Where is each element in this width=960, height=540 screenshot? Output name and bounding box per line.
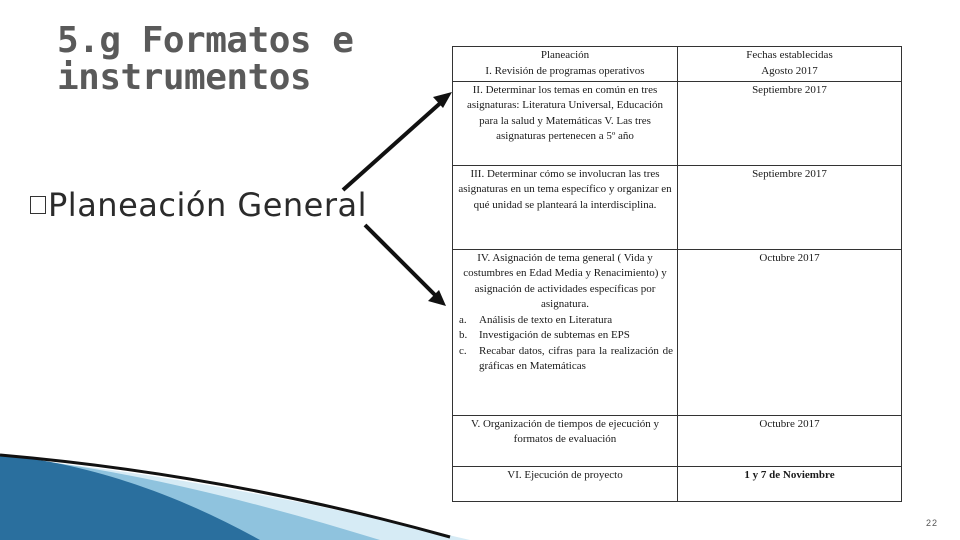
list-item: c. Recabar datos, cifras para la realización de gráficas en Matemáticas bbox=[459, 344, 673, 373]
planning-table bbox=[452, 46, 902, 502]
table-row bbox=[453, 165, 902, 249]
table-row bbox=[453, 249, 902, 415]
table-row bbox=[453, 467, 902, 502]
row-2-task: II. Determinar los temas en común en tres asignaturas: Literatura Universal, Educación para la salud y Matemáticas V. Las tres asignaturas pertenecen a 5º año bbox=[453, 81, 678, 165]
square-bullet-icon bbox=[30, 196, 46, 214]
slide-title: 5.g Formatos e instrumentos bbox=[57, 20, 354, 98]
row-3-task: III. Determinar cómo se involucran las tres asignaturas en un tema específico y organizar en qué unidad se planteará la interdisciplina. bbox=[453, 165, 678, 249]
bullet-item bbox=[30, 186, 367, 224]
arrow-down-icon bbox=[365, 225, 446, 306]
row-2-date: Septiembre 2017 bbox=[678, 81, 902, 165]
row-5-date: Octubre 2017 bbox=[678, 415, 902, 466]
header-planeacion: Planeación bbox=[540, 49, 590, 61]
arrow-up-icon bbox=[343, 92, 452, 190]
row-5-task: V. Organización de tiempos de ejecución y formatos de evaluación bbox=[453, 415, 678, 466]
table-row bbox=[453, 415, 902, 466]
table-cell bbox=[453, 249, 678, 415]
row-4-task: IV. Asignación de tema general ( Vida y costumbres en Edad Media y Renacimiento) y asignación de actividades específicas por asignatura. bbox=[463, 251, 667, 311]
row-1-date: Agosto 2017 bbox=[761, 64, 818, 77]
row-6-date: 1 y 7 de Noviembre bbox=[678, 467, 902, 502]
subitems-list bbox=[457, 313, 673, 375]
list-item: a. Análisis de texto en Literatura bbox=[459, 313, 613, 326]
bullet-text: Planeación General bbox=[48, 186, 367, 224]
table-row bbox=[453, 47, 902, 82]
table-row bbox=[453, 81, 902, 165]
table-cell bbox=[678, 47, 902, 82]
table-cell bbox=[453, 47, 678, 82]
row-6-task: VI. Ejecución de proyecto bbox=[453, 467, 678, 502]
row-3-date: Septiembre 2017 bbox=[678, 165, 902, 249]
row-4-date: Octubre 2017 bbox=[678, 249, 902, 415]
list-item: b. Investigación de subtemas en EPS bbox=[459, 329, 630, 342]
slide-number: 22 bbox=[925, 518, 938, 528]
row-1-task: I. Revisión de programas operativos bbox=[485, 64, 645, 77]
header-fechas: Fechas establecidas bbox=[746, 49, 833, 61]
